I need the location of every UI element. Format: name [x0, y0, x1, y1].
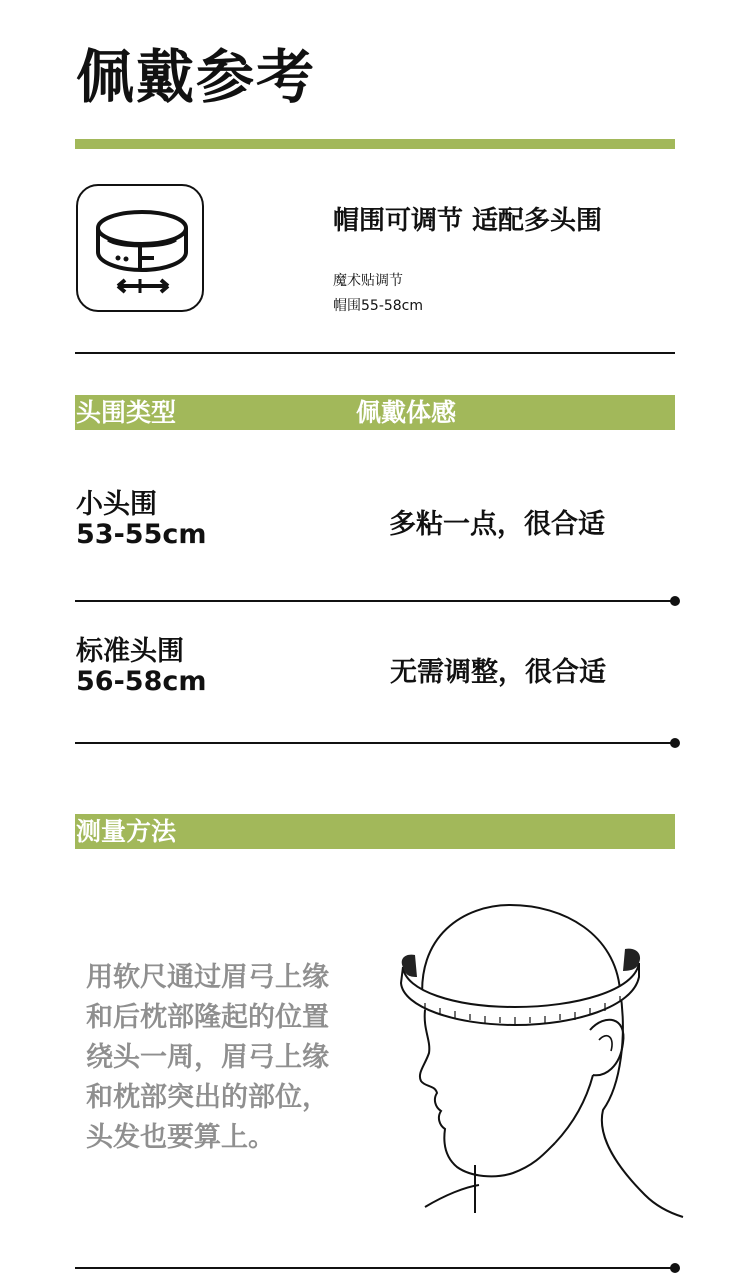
adjustable-hat-band-icon	[76, 184, 204, 312]
instruction-line: 头发也要算上。	[86, 1122, 275, 1153]
size-type: 小头围	[76, 489, 157, 520]
size-table-header	[75, 395, 675, 430]
instruction-line: 和枕部突出的部位，	[86, 1082, 329, 1113]
section-divider	[75, 352, 675, 354]
feature-detail-velcro: 魔术贴调节	[333, 273, 403, 289]
measure-instructions	[86, 958, 366, 1158]
row-divider	[75, 742, 675, 744]
size-range: 56-58cm	[76, 666, 207, 697]
accent-divider	[75, 139, 675, 149]
size-row-standard-label	[76, 637, 207, 697]
bottom-divider	[75, 1267, 675, 1269]
instruction-line: 和后枕部隆起的位置	[86, 1002, 329, 1033]
measure-header	[75, 814, 675, 849]
page-title: 佩戴参考	[76, 43, 317, 111]
instruction-line: 绕头一周，眉弓上缘	[86, 1042, 329, 1073]
size-row-standard-feel: 无需调整，很合适	[390, 657, 606, 688]
feature-detail-size: 帽围55-58cm	[333, 298, 424, 314]
head-measuring-tape-illustration	[395, 895, 685, 1229]
header-wearing-feel: 佩戴体感	[356, 398, 457, 427]
size-range: 53-55cm	[76, 519, 207, 550]
header-head-size-type: 头围类型	[76, 398, 177, 427]
size-row-small-label	[76, 490, 207, 550]
size-type: 标准头围	[76, 636, 184, 667]
measure-header-label: 测量方法	[76, 817, 177, 846]
row-divider	[75, 600, 675, 602]
instruction-line: 用软尺通过眉弓上缘	[86, 962, 329, 993]
feature-headline: 帽围可调节 适配多头围	[333, 206, 603, 236]
size-row-small-feel: 多粘一点，很合适	[389, 509, 605, 540]
